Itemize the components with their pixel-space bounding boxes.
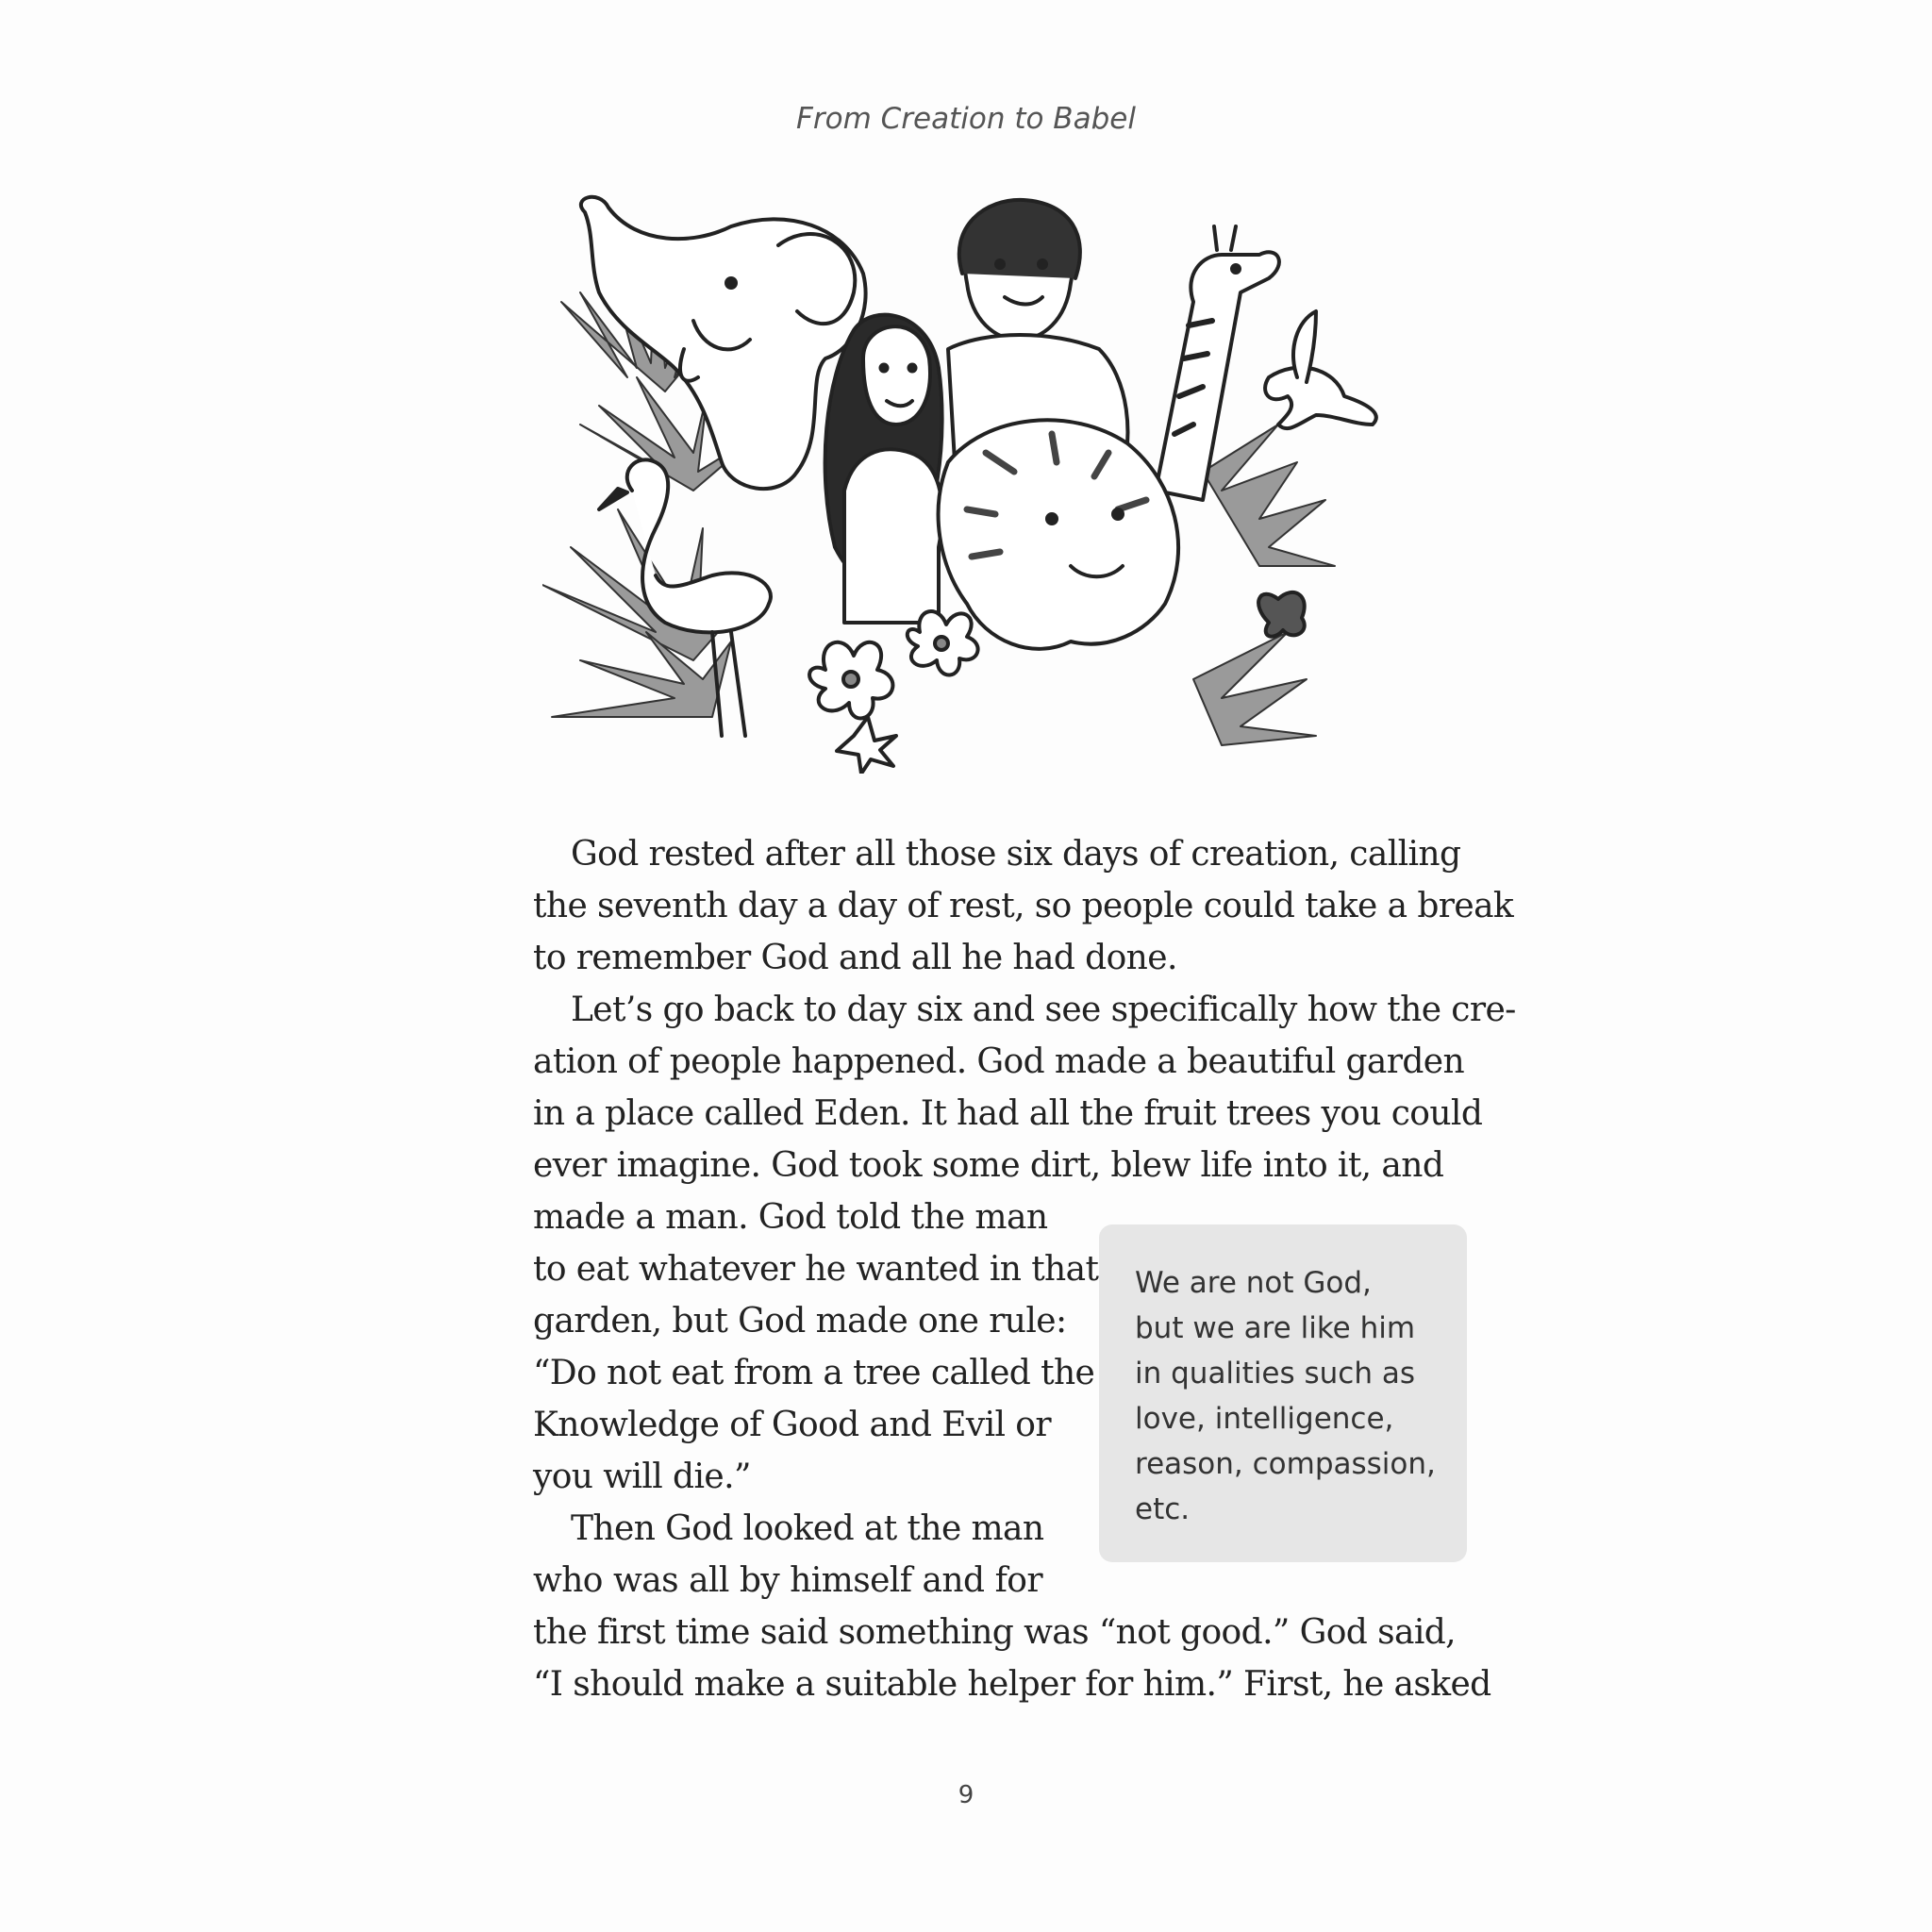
sidebar-line: but we are like him [1135, 1311, 1416, 1345]
sidebar-line: We are not God, [1135, 1266, 1372, 1300]
dove-icon [1265, 311, 1376, 428]
tiger-icon [939, 420, 1179, 649]
garden-of-eden-illustration [542, 189, 1391, 774]
palm-leaf-right [1193, 425, 1335, 745]
sidebar-line: love, intelligence, [1135, 1402, 1394, 1436]
text-line: God rested after all those six days of creation, calling [571, 835, 1461, 874]
text-line: garden, but God made one rule: [533, 1302, 1067, 1341]
sidebar-line: etc. [1135, 1492, 1191, 1526]
text-line: Knowledge of Good and Evil or [533, 1406, 1051, 1444]
text-line: “I should make a suitable helper for him.” First, he asked [533, 1665, 1491, 1704]
butterfly-icon [1258, 592, 1305, 637]
text-line: Then God looked at the man [571, 1509, 1044, 1548]
text-line: who was all by himself and for [533, 1561, 1042, 1600]
flower-icons [809, 611, 978, 774]
sidebar-line: reason, compassion, [1135, 1447, 1436, 1481]
text-line: to remember God and all he had done. [533, 939, 1177, 977]
sidebar-text [1135, 1260, 1456, 1532]
text-line: ation of people happened. God made a beautiful garden [533, 1042, 1465, 1081]
text-line: the first time said something was “not good.” God said, [533, 1613, 1457, 1652]
running-head: From Creation to Babel [796, 102, 1136, 136]
text-line: made a man. God told the man [533, 1198, 1048, 1237]
woman-icon [825, 315, 942, 623]
text-line: the seventh day a day of rest, so people could take a break [533, 887, 1514, 925]
text-line: ever imagine. God took some dirt, blew life into it, and [533, 1146, 1444, 1185]
text-line: in a place called Eden. It had all the fruit trees you could [533, 1094, 1483, 1133]
text-line: to eat whatever he wanted in that [533, 1250, 1099, 1289]
text-line: Let’s go back to day six and see specifically how the cre- [571, 991, 1516, 1029]
giraffe-icon [1156, 226, 1279, 500]
elephant-icon [581, 197, 866, 489]
page-number: 9 [958, 1781, 974, 1809]
sidebar-line: in qualities such as [1135, 1357, 1415, 1391]
sidebar-callout [1099, 1224, 1467, 1562]
text-line: “Do not eat from a tree called the [533, 1354, 1095, 1392]
text-line: you will die.” [533, 1457, 751, 1496]
